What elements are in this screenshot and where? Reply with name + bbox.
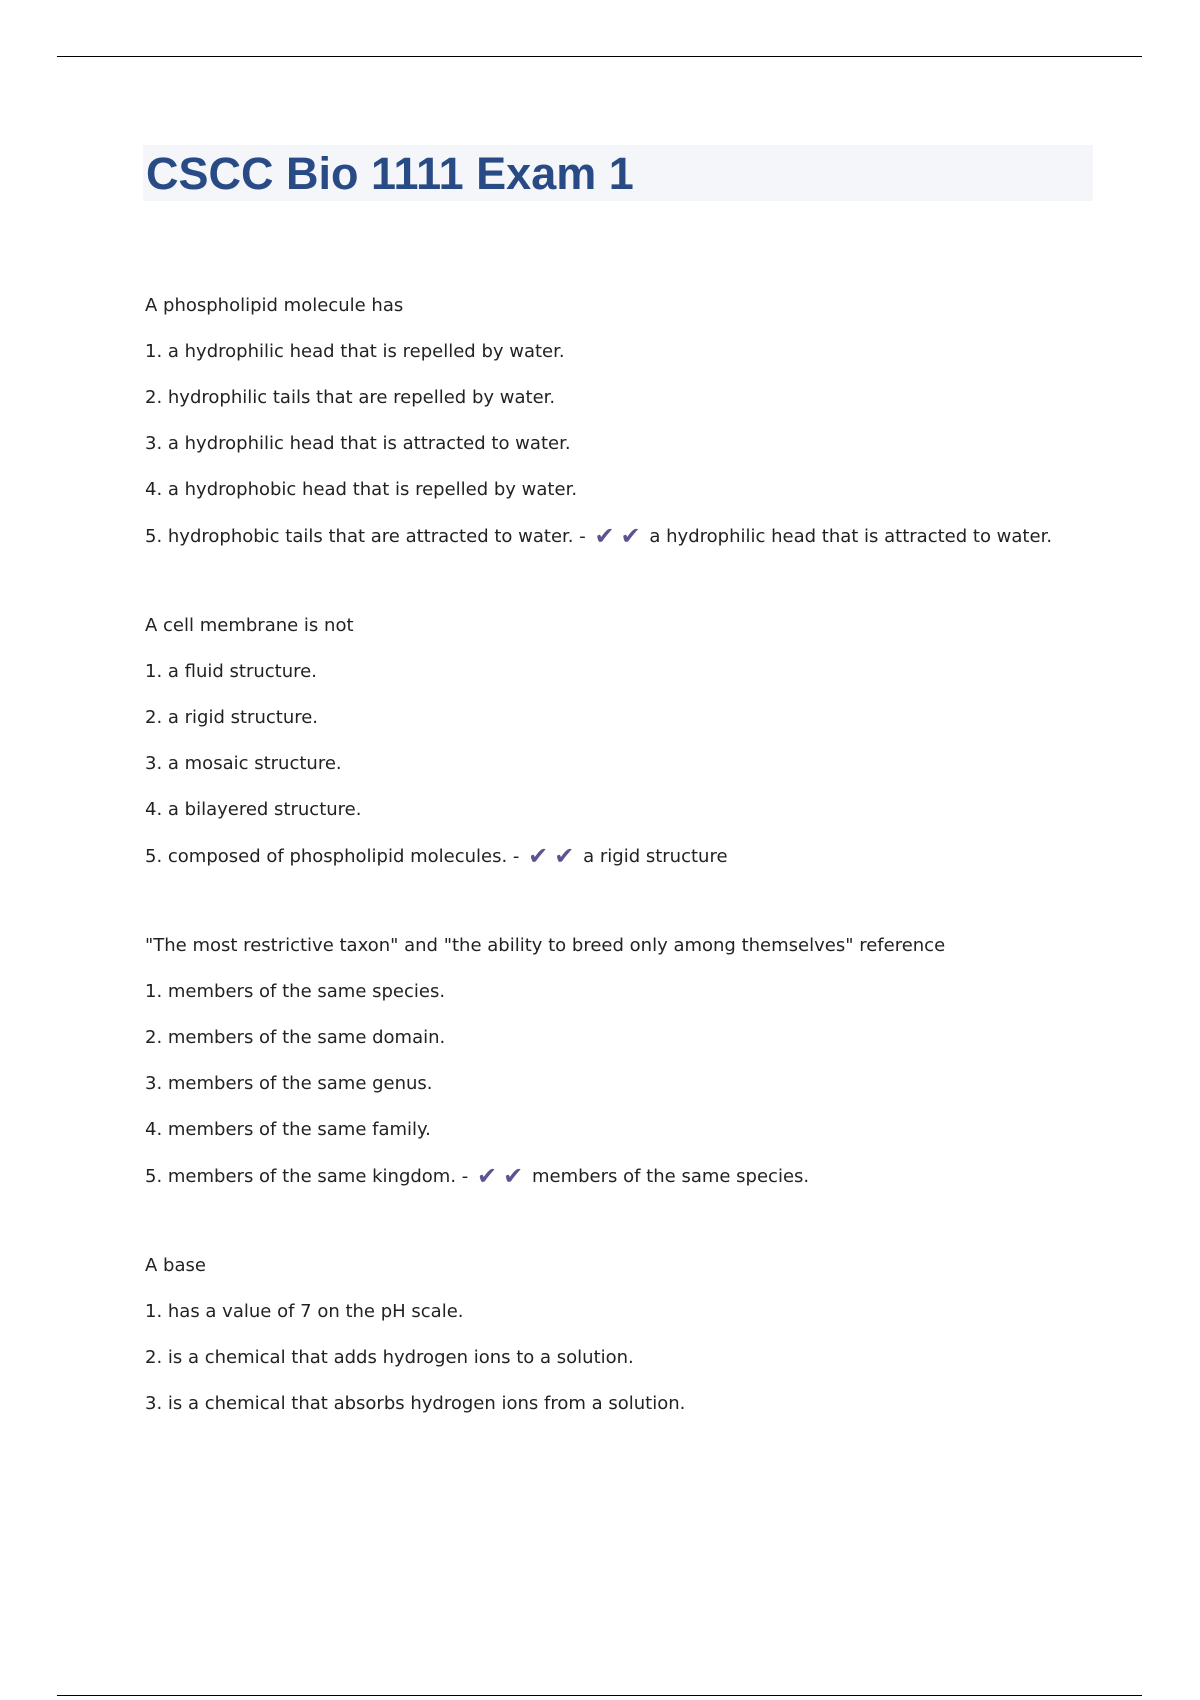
question-1 bbox=[145, 292, 1105, 568]
option: 3. is a chemical that absorbs hydrogen ions from a solution. bbox=[145, 1393, 686, 1414]
question-3 bbox=[145, 932, 1105, 1208]
question-prompt: A cell membrane is not bbox=[145, 615, 354, 636]
option: 4. a bilayered structure. bbox=[145, 799, 362, 820]
check-mark-icon: ✔ bbox=[594, 522, 615, 550]
option: 2. members of the same domain. bbox=[145, 1027, 446, 1048]
check-mark-icon: ✔ bbox=[528, 842, 549, 870]
check-mark-icon: ✔ bbox=[503, 1162, 524, 1190]
option-with-answer bbox=[145, 842, 1105, 888]
page-title: CSCC Bio 1111 Exam 1 bbox=[146, 148, 634, 199]
option: 5. members of the same kingdom. - bbox=[145, 1166, 469, 1187]
question-prompt: A base bbox=[145, 1255, 206, 1276]
option: 4. members of the same family. bbox=[145, 1119, 431, 1140]
option: 5. hydrophobic tails that are attracted to water. - bbox=[145, 526, 586, 547]
question-2 bbox=[145, 612, 1105, 888]
question-prompt: "The most restrictive taxon" and "the ability to breed only among themselves" reference bbox=[145, 935, 946, 956]
answer-text: a rigid structure bbox=[583, 846, 728, 867]
answer-text: a hydrophilic head that is attracted to water. bbox=[649, 526, 1053, 547]
top-rule bbox=[57, 56, 1142, 57]
option: 3. a hydrophilic head that is attracted to water. bbox=[145, 433, 571, 454]
option-with-answer bbox=[145, 522, 1105, 568]
option: 1. a fluid structure. bbox=[145, 661, 317, 682]
option: 2. hydrophilic tails that are repelled by water. bbox=[145, 387, 556, 408]
option-with-answer bbox=[145, 1162, 1105, 1208]
check-mark-icon: ✔ bbox=[620, 522, 641, 550]
question-prompt: A phospholipid molecule has bbox=[145, 295, 404, 316]
check-mark-icon: ✔ bbox=[554, 842, 575, 870]
question-list bbox=[145, 292, 1105, 1436]
option: 5. composed of phospholipid molecules. - bbox=[145, 846, 520, 867]
answer-text: members of the same species. bbox=[531, 1166, 810, 1187]
option: 1. has a value of 7 on the pH scale. bbox=[145, 1301, 464, 1322]
option: 1. members of the same species. bbox=[145, 981, 446, 1002]
option: 2. a rigid structure. bbox=[145, 707, 319, 728]
option: 1. a hydrophilic head that is repelled by water. bbox=[145, 341, 565, 362]
option: 4. a hydrophobic head that is repelled by water. bbox=[145, 479, 578, 500]
option: 2. is a chemical that adds hydrogen ions to a solution. bbox=[145, 1347, 634, 1368]
option: 3. members of the same genus. bbox=[145, 1073, 433, 1094]
bottom-rule bbox=[57, 1695, 1142, 1696]
option: 3. a mosaic structure. bbox=[145, 753, 342, 774]
check-mark-icon: ✔ bbox=[477, 1162, 498, 1190]
question-4 bbox=[145, 1252, 1105, 1436]
